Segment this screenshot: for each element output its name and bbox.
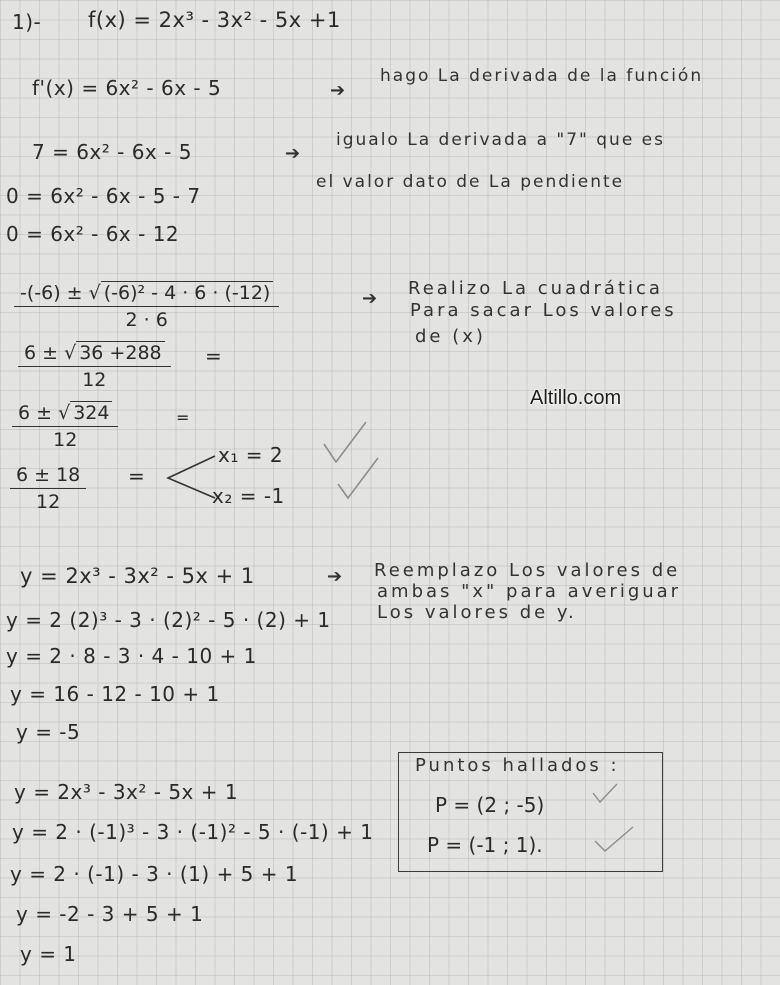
quadratic-note-2: Para sacar Los valores: [410, 300, 677, 321]
eval-note-2: ambas "x" para averiguar: [377, 581, 682, 602]
equals-sign: =: [128, 464, 146, 488]
check-icon: [334, 452, 384, 502]
results-box: [398, 752, 663, 872]
branch-arrow-icon: [160, 446, 220, 506]
watermark: Altillo.com: [530, 387, 622, 409]
eval-x1-line-5: y = -5: [16, 720, 81, 744]
eval-x1-line-3: y = 2 · 8 - 3 · 4 - 10 + 1: [6, 644, 257, 668]
equals-sign: =: [205, 344, 223, 368]
slope-note-1: igualo La derivada a "7" que es: [336, 130, 666, 150]
eval-x1-line-2: y = 2 (2)³ - 3 · (2)² - 5 · (2) + 1: [6, 608, 331, 632]
quadratic-note-1: Realizo La cuadrática: [408, 278, 663, 299]
equation-zero-1: 0 = 6x² - 6x - 5 - 7: [6, 184, 201, 208]
quadratic-step-2: $\frac{6 \pm √ 36 +288}{12}$: [18, 342, 171, 391]
results-title: Puntos hallados :: [415, 755, 620, 776]
arrow-right-icon: ➔: [330, 80, 346, 101]
check-icon: [593, 823, 635, 853]
quadratic-step-3: $\frac{6 \pm √ 324}{12}$: [12, 402, 118, 451]
problem-number: 1)-: [12, 10, 42, 34]
arrow-right-icon: ➔: [362, 288, 378, 309]
quadratic-numerator: 6 ± 18: [10, 464, 86, 489]
function-definition: f(x) = 2x³ - 3x² - 5x +1: [88, 8, 341, 32]
arrow-right-icon: ➔: [327, 566, 343, 587]
eval-x2-line-1: y = 2x³ - 3x² - 5x + 1: [14, 780, 239, 804]
quadratic-denominator: 2 · 6: [125, 309, 168, 331]
quadratic-prefix: 6 ±: [18, 402, 53, 424]
quadratic-denominator: 12: [82, 369, 107, 391]
eval-note-3: Los valores de y.: [377, 602, 577, 623]
quadratic-denominator: 12: [53, 429, 78, 451]
quadratic-note-3: de (x): [415, 326, 486, 347]
quadratic-denominator: 12: [36, 491, 61, 513]
quadratic-radicand: (-6)² - 4 · 6 · (-12): [101, 281, 274, 304]
eval-x2-line-5: y = 1: [20, 942, 77, 966]
root-x1: x₁ = 2: [218, 443, 284, 467]
derivative: f'(x) = 6x² - 6x - 5: [32, 76, 222, 100]
eval-x1-line-4: y = 16 - 12 - 10 + 1: [10, 682, 220, 706]
equals-sign: =: [176, 408, 190, 427]
point-1: P = (2 ; -5): [435, 793, 545, 817]
check-icon: [591, 781, 619, 805]
eval-x2-line-4: y = -2 - 3 + 5 + 1: [16, 902, 204, 926]
root-x2: x₂ = -1: [212, 484, 285, 508]
arrow-right-icon: ➔: [285, 143, 301, 164]
quadratic-prefix: 6 ±: [24, 342, 59, 364]
quadratic-radicand: 324: [70, 401, 112, 424]
equation-equal-slope: 7 = 6x² - 6x - 5: [32, 140, 192, 164]
point-2: P = (-1 ; 1).: [427, 833, 543, 857]
eval-note-1: Reemplazo Los valores de: [374, 560, 681, 581]
derivative-note: hago La derivada de la función: [380, 66, 704, 86]
quadratic-step-1: $\frac{\text{-(-6) ± √ (-6)² - 4 · 6 · (-12)}}{2 \cdot 6}$: [14, 282, 279, 331]
eval-x2-line-2: y = 2 · (-1)³ - 3 · (-1)² - 5 · (-1) + 1: [12, 820, 374, 844]
slope-note-2: el valor dato de La pendiente: [316, 172, 625, 192]
eval-x1-line-1: y = 2x³ - 3x² - 5x + 1: [20, 564, 255, 588]
quadratic-prefix: -(-6) ±: [20, 282, 83, 304]
eval-x2-line-3: y = 2 · (-1) - 3 · (1) + 5 + 1: [10, 862, 299, 886]
quadratic-step-4: [10, 464, 86, 513]
quadratic-radicand: 36 +288: [76, 341, 164, 364]
equation-zero-2: 0 = 6x² - 6x - 12: [6, 222, 180, 246]
